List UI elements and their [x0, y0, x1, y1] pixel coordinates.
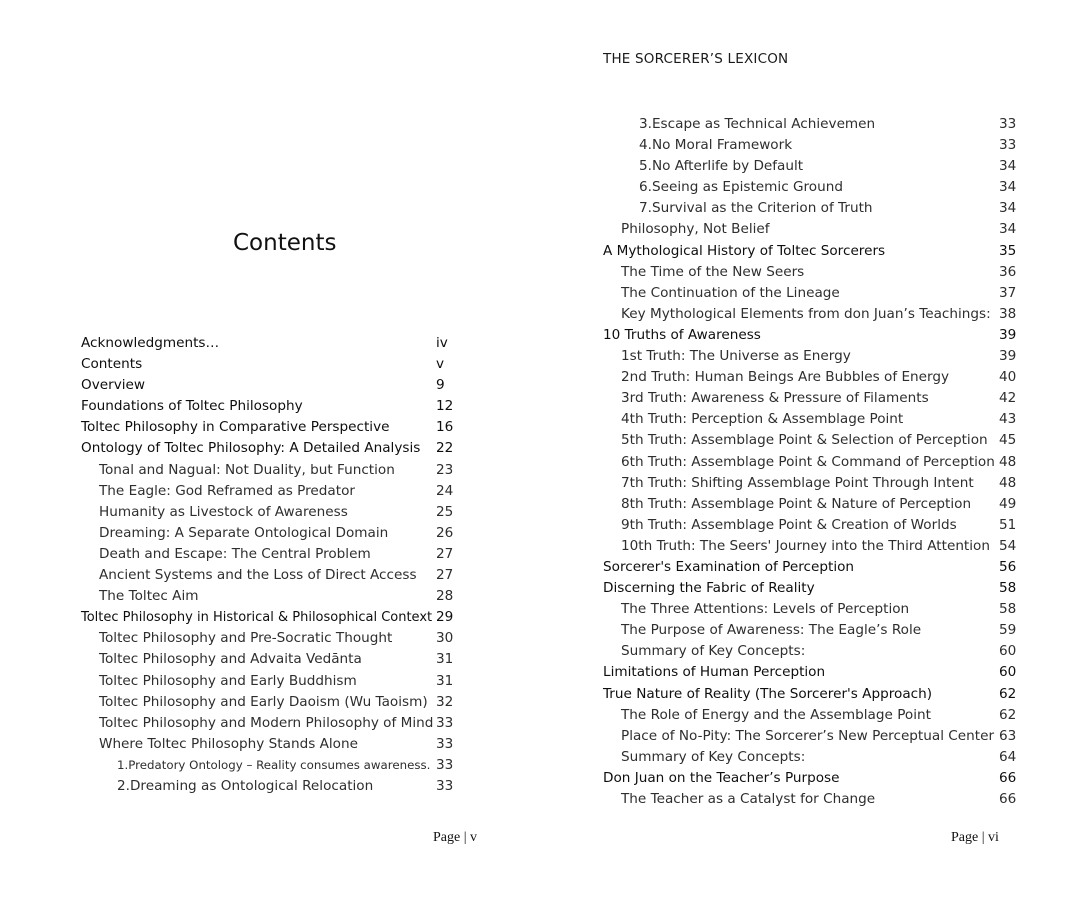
toc-entry: [603, 346, 1016, 367]
toc-entry-page: 22: [436, 440, 454, 457]
toc-entry-title: Foundations of Toltec Philosophy: [81, 398, 303, 415]
toc-entry-title: Toltec Philosophy and Early Buddhism: [99, 672, 357, 689]
toc-entry: [81, 375, 453, 396]
toc-entry-title: Place of No-Pity: The Sorcerer’s New Perceptual Center: [621, 727, 995, 744]
toc-entry-page: v: [436, 356, 445, 373]
toc-entry-page: 59: [999, 622, 1017, 639]
toc-entry: [81, 396, 453, 417]
toc-entry-page: 9: [436, 377, 445, 394]
toc-entry-title: 9th Truth: Assemblage Point & Creation of Worlds: [621, 516, 957, 533]
toc-entry-page: 33: [436, 756, 454, 773]
toc-entry-page: 12: [436, 398, 454, 415]
toc-entry: [81, 333, 453, 354]
toc-entry-title: 5.No Afterlife by Default: [639, 158, 804, 175]
toc-entry-page: 31: [436, 672, 454, 689]
toc-entry: [81, 776, 453, 797]
toc-entry: [603, 578, 1016, 599]
toc-entry-title: 8th Truth: Assemblage Point & Nature of Perception: [621, 495, 972, 512]
toc-entry: [603, 705, 1016, 726]
toc-entry-title: A Mythological History of Toltec Sorcerers: [603, 242, 886, 259]
toc-entry-page: 33: [436, 714, 454, 731]
toc-entry-title: Philosophy, Not Belief: [621, 221, 770, 238]
toc-entry-title: Discerning the Fabric of Reality: [603, 580, 815, 597]
toc-entry-title: Ancient Systems and the Loss of Direct Access: [99, 567, 417, 584]
toc-entry-title: Death and Escape: The Central Problem: [99, 545, 371, 562]
toc-entry-title: 1st Truth: The Universe as Energy: [621, 348, 851, 365]
toc-entry-page: 29: [436, 609, 454, 626]
toc-entry: [81, 544, 453, 565]
toc-entry-title: The Time of the New Seers: [621, 263, 805, 280]
toc-entry: [603, 262, 1016, 283]
toc-entry-page: 40: [999, 369, 1017, 386]
toc-entry: [603, 536, 1016, 557]
toc-entry-page: 33: [436, 777, 454, 794]
page-number-right: Page | vi: [951, 830, 999, 845]
toc-entry-page: 34: [999, 200, 1017, 217]
toc-entry-page: 39: [999, 348, 1017, 365]
toc-entry: [81, 565, 453, 586]
toc-entry-title: The Teacher as a Catalyst for Change: [621, 791, 876, 807]
toc-entry-page: 66: [999, 769, 1017, 786]
toc-entry-title: Overview: [81, 377, 145, 394]
toc-entry: [603, 641, 1016, 662]
toc-entry-page: 16: [436, 419, 454, 436]
toc-entry-page: 38: [999, 305, 1017, 322]
toc-entry: [603, 388, 1016, 409]
toc-entry-title: Toltec Philosophy and Advaita Vedānta: [99, 651, 362, 668]
toc-entry-title: Key Mythological Elements from don Juan’s Teachings:: [621, 305, 991, 322]
toc-entry-title: 1.Predatory Ontology – Reality consumes awareness.: [117, 757, 431, 772]
toc-entry: [81, 713, 453, 734]
toc-entry-title: The Purpose of Awareness: The Eagle’s Role: [621, 622, 922, 639]
toc-entry: [603, 325, 1016, 346]
toc-entry: [603, 198, 1016, 219]
toc-entry-page: 48: [999, 453, 1017, 470]
toc-entry: [603, 599, 1016, 620]
toc-entry: [81, 628, 453, 649]
toc-entry-title: The Three Attentions: Levels of Perception: [621, 601, 910, 618]
toc-entry-page: 56: [999, 558, 1017, 575]
toc-entry-page: 26: [436, 524, 454, 541]
toc-entry-title: Summary of Key Concepts:: [621, 748, 806, 765]
toc-entry-page: 32: [436, 693, 454, 710]
toc-entry: [603, 409, 1016, 430]
right-page: [540, 0, 1080, 900]
toc-entry-title: 3rd Truth: Awareness & Pressure of Filaments: [621, 390, 929, 407]
toc-entry-page: 28: [436, 588, 454, 605]
toc-entry-title: 6th Truth: Assemblage Point & Command of Perception: [621, 453, 995, 470]
toc-entry: [81, 460, 453, 481]
toc-entry: [81, 649, 453, 670]
toc-entry-title: Contents: [81, 356, 143, 373]
toc-entry-title: Toltec Philosophy in Comparative Perspective: [81, 419, 390, 436]
toc-entry-title: 3.Escape as Technical Achievemen: [639, 116, 876, 132]
toc-entry-page: 27: [436, 545, 454, 562]
toc-entry: [603, 494, 1016, 515]
toc-entry: [603, 620, 1016, 641]
toc-entry-page: 48: [999, 474, 1017, 491]
toc-entry-title: Limitations of Human Perception: [603, 664, 826, 681]
toc-entry: [603, 726, 1016, 747]
toc-entry: [603, 177, 1016, 198]
toc-list-left: [81, 333, 453, 797]
toc-entry-title: Toltec Philosophy and Modern Philosophy of Mind: [99, 714, 434, 731]
toc-entry: [603, 768, 1016, 789]
toc-entry-page: 58: [999, 580, 1017, 597]
toc-entry-title: Where Toltec Philosophy Stands Alone: [99, 735, 358, 752]
toc-entry-page: 45: [999, 432, 1017, 449]
toc-entry: [81, 438, 453, 459]
toc-entry-page: 24: [436, 482, 454, 499]
toc-entry: [603, 452, 1016, 473]
toc-entry: [603, 156, 1016, 177]
toc-entry-page: 51: [999, 516, 1017, 533]
toc-entry-page: 36: [999, 263, 1017, 280]
toc-entry-page: 62: [999, 685, 1017, 702]
toc-entry-page: 37: [999, 284, 1017, 301]
toc-entry-title: Toltec Philosophy and Pre-Socratic Thought: [99, 630, 393, 647]
toc-entry-title: True Nature of Reality (The Sorcerer's Approach): [603, 685, 933, 702]
toc-entry-title: The Eagle: God Reframed as Predator: [99, 482, 355, 499]
toc-entry-title: 2.Dreaming as Ontological Relocation: [117, 777, 374, 794]
toc-entry: [81, 607, 453, 628]
toc-entry-page: 39: [999, 326, 1017, 343]
toc-entry-page: 30: [436, 630, 454, 647]
toc-entry: [603, 135, 1016, 156]
toc-entry-page: 33: [436, 735, 454, 752]
toc-entry-title: Sorcerer's Examination of Perception: [603, 558, 855, 575]
toc-entry: [603, 515, 1016, 536]
toc-entry-page: 34: [999, 179, 1017, 196]
toc-entry-title: 4th Truth: Perception & Assemblage Point: [621, 411, 904, 428]
toc-entry: [81, 502, 453, 523]
toc-entry-title: 5th Truth: Assemblage Point & Selection of Perception: [621, 432, 988, 449]
toc-entry-title: Humanity as Livestock of Awareness: [99, 503, 348, 520]
toc-entry-title: 4.No Moral Framework: [639, 137, 793, 154]
toc-list-right: [603, 114, 1016, 810]
toc-entry-page: 34: [999, 221, 1017, 238]
toc-entry-title: The Toltec Aim: [99, 588, 199, 605]
toc-entry-title: 2nd Truth: Human Beings Are Bubbles of Energy: [621, 369, 950, 386]
toc-entry-title: 6.Seeing as Epistemic Ground: [639, 179, 843, 196]
running-header: THE SORCERER’S LEXICON: [603, 51, 789, 67]
toc-entry-page: 49: [999, 495, 1017, 512]
toc-entry-page: 42: [999, 390, 1017, 407]
toc-entry-page: 64: [999, 748, 1017, 765]
toc-entry: [81, 692, 453, 713]
toc-entry: [81, 481, 453, 502]
toc-entry: [81, 523, 453, 544]
toc-entry-page: 31: [436, 651, 454, 668]
toc-entry-page: 60: [999, 664, 1017, 681]
toc-entry-page: 33: [999, 116, 1017, 132]
toc-entry-page: 27: [436, 567, 454, 584]
toc-entry: [81, 354, 453, 375]
toc-entry: [603, 473, 1016, 494]
contents-title: Contents: [233, 230, 337, 256]
toc-entry: [603, 789, 1016, 810]
toc-entry-page: 34: [999, 158, 1017, 175]
toc-entry: [603, 557, 1016, 578]
toc-entry-page: 63: [999, 727, 1017, 744]
toc-entry-page: 66: [999, 791, 1017, 807]
toc-entry-title: 7.Survival as the Criterion of Truth: [639, 200, 873, 217]
toc-entry-title: Don Juan on the Teacher’s Purpose: [603, 769, 840, 786]
toc-entry: [603, 114, 1016, 135]
toc-entry-title: The Role of Energy and the Assemblage Point: [621, 706, 931, 723]
toc-entry-title: Acknowledgments…: [81, 335, 220, 351]
toc-entry-title: Dreaming: A Separate Ontological Domain: [99, 524, 389, 541]
toc-entry-page: 33: [999, 137, 1017, 154]
toc-entry-page: 35: [999, 242, 1017, 259]
toc-entry-page: 43: [999, 411, 1017, 428]
toc-entry: [81, 671, 453, 692]
toc-entry-page: 60: [999, 643, 1017, 660]
toc-entry: [81, 417, 453, 438]
toc-entry: [603, 283, 1016, 304]
toc-entry-page: 25: [436, 503, 454, 520]
toc-entry-title: Toltec Philosophy and Early Daoism (Wu Taoism): [99, 693, 428, 710]
toc-entry: [603, 219, 1016, 240]
toc-entry-page: iv: [436, 335, 448, 351]
toc-entry-title: Toltec Philosophy in Historical & Philosophical Context: [81, 610, 433, 626]
toc-entry-title: 7th Truth: Shifting Assemblage Point Through Intent: [621, 474, 974, 491]
toc-entry: [603, 747, 1016, 768]
toc-entry-page: 23: [436, 461, 454, 478]
toc-entry-page: 58: [999, 601, 1017, 618]
toc-entry-title: Summary of Key Concepts:: [621, 643, 806, 660]
toc-entry: [603, 430, 1016, 451]
toc-entry-title: 10 Truths of Awareness: [603, 326, 761, 343]
toc-entry: [603, 684, 1016, 705]
toc-entry: [81, 734, 453, 755]
toc-entry: [81, 586, 453, 607]
toc-entry-page: 62: [999, 706, 1017, 723]
toc-entry-title: 10th Truth: The Seers' Journey into the Third Attention: [621, 537, 990, 554]
toc-entry: [603, 304, 1016, 325]
toc-entry-title: Tonal and Nagual: Not Duality, but Function: [99, 461, 395, 478]
toc-entry: [81, 755, 453, 776]
toc-entry: [603, 662, 1016, 683]
page-number-left: Page | v: [433, 830, 478, 845]
toc-entry-title: Ontology of Toltec Philosophy: A Detailed Analysis: [81, 440, 421, 457]
toc-entry: [603, 241, 1016, 262]
toc-entry-title: The Continuation of the Lineage: [621, 284, 840, 301]
toc-entry-page: 54: [999, 537, 1017, 554]
toc-entry: [603, 367, 1016, 388]
